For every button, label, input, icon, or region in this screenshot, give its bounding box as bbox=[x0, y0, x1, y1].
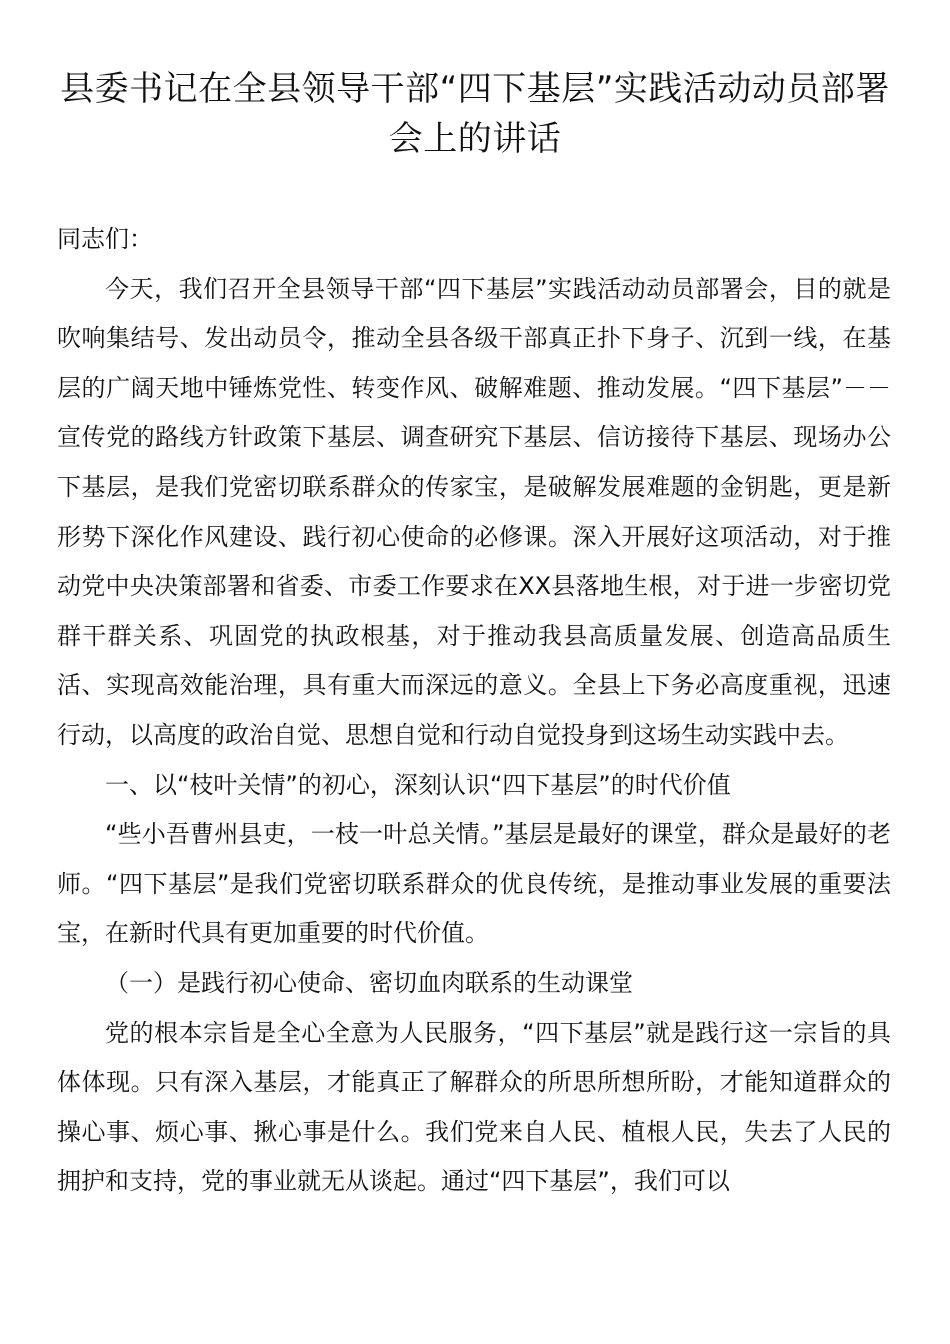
paragraph-section-1: “些小吾曹州县吏，一枝一叶总关情。”基层是最好的课堂，群众是最好的老师。“四下基层”是我们党密切联系群众的优良传统，是推动事业发展的重要法宝，在新时代具有更加重要的时代价值。 bbox=[57, 820, 891, 948]
paragraph-subsection-1: 党的根本宗旨是全心全意为人民服务，“四下基层”就是践行这一宗旨的具体体现。只有深入基层，才能真正了解群众的所思所想所盼，才能知道群众的操心事、烦心事、揪心事是什么。我们党来自人民、植根人民，失去了人民的拥护和支持，党的事业就无从谈起。通过“四下基层”，我们可以 bbox=[57, 1018, 891, 1196]
section-heading-1: 一、以“枝叶关情”的初心，深刻认识“四下基层”的时代价值 bbox=[105, 770, 731, 799]
salutation: 同志们： bbox=[57, 225, 153, 253]
paragraph-intro: 今天，我们召开全县领导干部“四下基层”实践活动动员部署会，目的就是吹响集结号、发出动员令，推动全县各级干部真正扑下身子、沉到一线，在基层的广阔天地中锤炼党性、转变作风、破解难题、推动发展。“四下基层”－－宣传党的路线方针政策下基层、调查研究下基层、信访接待下基层、现场办公下基层，是我们党密切联系群众的传家宝，是破解发展难题的金钥匙，更是新形势下深化作风建设、践行初心使命的必修课。深入开展好这项活动，对于推动党中央决策部署和省委、市委工作要求在XX县落地生根，对于进一步密切党群干群关系、巩固党的执政根基，对于推动我县高质量发展、创造高品质生活、实现高效能治理，具有重大而深远的意义。全县上下务必高度重视，迅速行动，以高度的政治自觉、思想自觉和行动自觉投身到这场生动实践中去。 bbox=[57, 274, 891, 749]
document-body bbox=[57, 215, 891, 1207]
document-title: 县委书记在全县领导干部“四下基层”实践活动动员部署会上的讲话 bbox=[60, 69, 890, 159]
subsection-heading-1: （一）是践行初心使命、密切血肉联系的生动课堂 bbox=[105, 968, 633, 997]
